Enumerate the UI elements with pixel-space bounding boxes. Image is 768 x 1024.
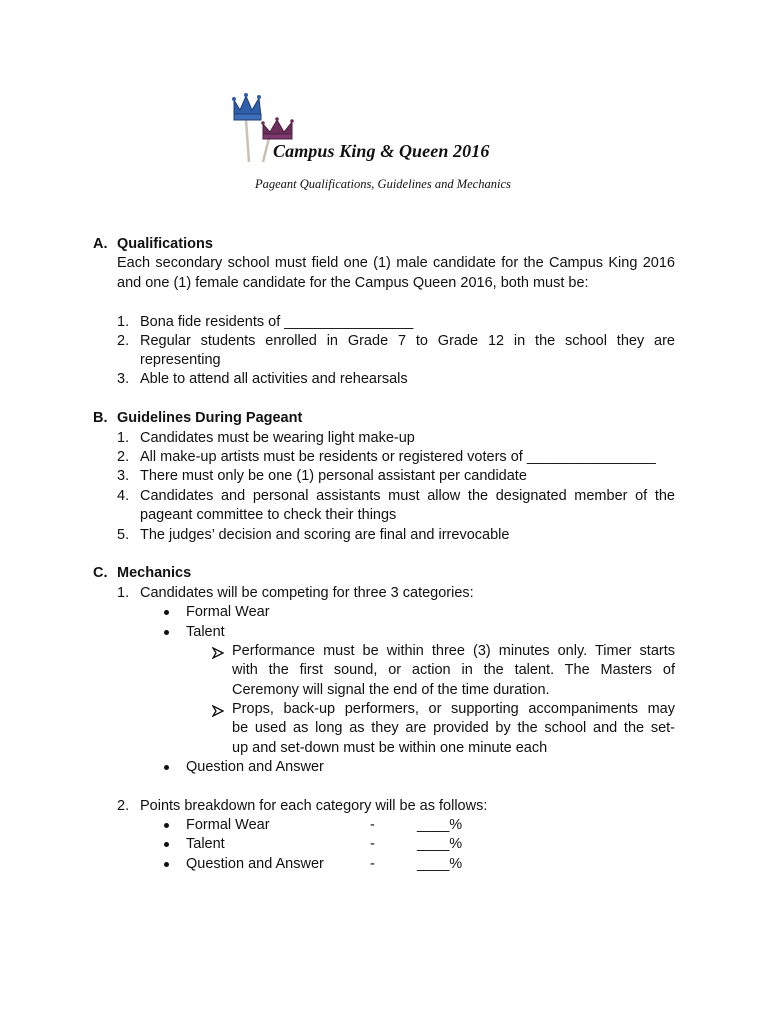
b-item-2-blank: ________________ xyxy=(526,449,656,465)
points-row-formal-wear-dash: - xyxy=(370,817,375,833)
section-b-heading: Guidelines During Pageant xyxy=(117,410,303,426)
section-a-intro-line1: Each secondary school must field one (1) male candidate for the Campus King 2016 xyxy=(117,255,675,271)
b-item-2-text xyxy=(140,448,656,467)
talent-sub-1-line3: Ceremony will signal the end of the time duration. xyxy=(232,682,550,698)
bullet-icon xyxy=(164,765,169,770)
points-row-qa-category: Question and Answer xyxy=(186,856,324,872)
b-item-3-num: 3. xyxy=(117,468,130,484)
points-row-talent-dash: - xyxy=(370,836,375,852)
section-a-heading: Qualifications xyxy=(117,236,213,252)
a-item-1-blank: ________________ xyxy=(284,314,414,330)
c-item-2-text: Points breakdown for each category will be as follows: xyxy=(140,798,488,814)
section-b-letter: B. xyxy=(93,410,108,426)
c-bullet-talent: Talent xyxy=(186,624,225,640)
talent-sub-2-line1: Props, back-up performers, or supporting accompaniments may xyxy=(232,701,675,717)
talent-sub-1-line1: Performance must be within three (3) minutes only. Timer starts xyxy=(232,643,675,659)
b-item-4-num: 4. xyxy=(117,488,130,504)
section-c-heading: Mechanics xyxy=(117,565,192,581)
a-item-3-text: Able to attend all activities and rehearsals xyxy=(140,371,408,387)
b-item-5-num: 5. xyxy=(117,527,130,543)
b-item-1-text: Candidates must be wearing light make-up xyxy=(140,430,415,446)
b-item-3-text: There must only be one (1) personal assistant per candidate xyxy=(140,468,527,484)
points-row-formal-wear-category: Formal Wear xyxy=(186,817,270,833)
arrow-bullet-icon xyxy=(212,705,224,717)
bullet-icon xyxy=(164,630,169,635)
b-item-4-line1: Candidates and personal assistants must allow the designated member of the xyxy=(140,488,675,504)
a-item-1-label: Bona fide residents of xyxy=(140,314,281,330)
points-row-qa-dash: - xyxy=(370,856,375,872)
document-title: Campus King & Queen 2016 xyxy=(273,141,490,161)
points-row-formal-wear-value: ____% xyxy=(417,817,463,833)
bullet-icon xyxy=(164,842,169,847)
talent-sub-1-line2: with the first sound, or action in the talent. The Masters of xyxy=(232,662,675,678)
b-item-2-num: 2. xyxy=(117,449,130,465)
a-item-3-num: 3. xyxy=(117,371,130,387)
bullet-icon xyxy=(164,823,169,828)
section-a-letter: A. xyxy=(93,236,108,252)
a-item-2-num: 2. xyxy=(117,333,130,349)
b-item-5-text: The judges’ decision and scoring are final and irrevocable xyxy=(140,527,510,543)
points-row-talent-category: Talent xyxy=(186,836,225,852)
b-item-4-line2: pageant committee to check their things xyxy=(140,507,397,523)
talent-sub-2-line3: up and set-down must be within one minute each xyxy=(232,740,548,756)
a-item-2-line2: representing xyxy=(140,352,221,368)
a-item-2-line1: Regular students enrolled in Grade 7 to Grade 12 in the school they are xyxy=(140,333,675,349)
c-bullet-q-and-a: Question and Answer xyxy=(186,759,324,775)
bullet-icon xyxy=(164,862,169,867)
arrow-bullet-icon xyxy=(212,647,224,659)
b-item-1-num: 1. xyxy=(117,430,130,446)
c-bullet-formal-wear: Formal Wear xyxy=(186,604,270,620)
bullet-icon xyxy=(164,610,169,615)
talent-sub-2-line2: be used as long as they are provided by the school and the set- xyxy=(232,720,675,736)
document-subtitle: Pageant Qualifications, Guidelines and Mechanics xyxy=(255,177,511,191)
a-item-1-text xyxy=(140,313,413,332)
c-item-1-num: 1. xyxy=(117,585,130,601)
b-item-2-label: All make-up artists must be residents or registered voters of xyxy=(140,449,523,465)
section-a-intro-line2: and one (1) female candidate for the Campus Queen 2016, both must be: xyxy=(117,275,589,291)
points-row-talent-value: ____% xyxy=(417,836,463,852)
c-item-1-text: Candidates will be competing for three 3 categories: xyxy=(140,585,474,601)
section-c-letter: C. xyxy=(93,565,108,581)
a-item-1-num: 1. xyxy=(117,314,130,330)
points-row-qa-value: ____% xyxy=(417,856,463,872)
c-item-2-num: 2. xyxy=(117,798,130,814)
